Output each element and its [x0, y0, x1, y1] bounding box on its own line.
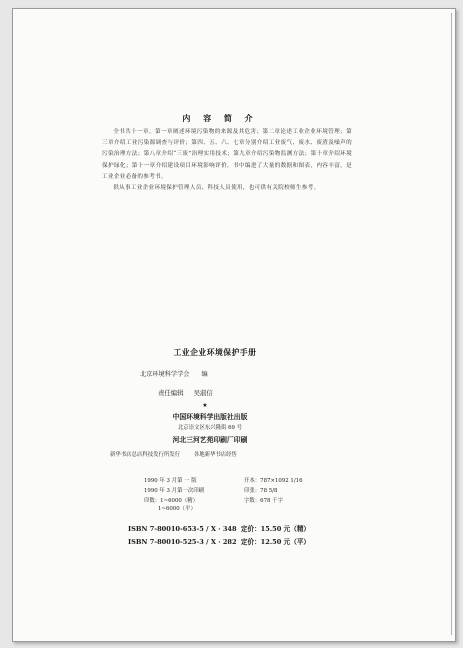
spec-row — [144, 476, 334, 486]
isbn-code: ISBN 7-80010-653-5 / X · 348 — [128, 525, 237, 533]
publisher-address: 北京崇文区东兴隆街 69 号 — [177, 425, 243, 431]
isbn-price: 定价：15.50 元（精） — [240, 525, 311, 533]
abstract-heading: 内 容 简 介 — [182, 113, 258, 123]
responsible-editor-label: 责任编辑 — [158, 389, 184, 397]
spec-row — [144, 496, 334, 514]
publication-specs — [144, 476, 334, 514]
editor-line — [140, 369, 300, 378]
edition-info: 1990 年 3 月第 一 版 — [144, 478, 197, 484]
abstract-text — [102, 127, 352, 194]
responsible-editor-line — [158, 388, 298, 397]
format-info: 开本：787×1092 1/16 — [244, 478, 303, 484]
responsible-editor-name: 吴淑信 — [193, 389, 213, 397]
print-run-hardcover: 印数：1~6000（精） — [144, 498, 199, 504]
isbn-code: ISBN 7-80010-525-3 / X · 282 — [128, 538, 237, 546]
isbn-row — [128, 523, 348, 536]
spec-row — [144, 486, 334, 496]
word-count: 字数：678 千字 — [244, 498, 283, 504]
retailer: 各地新华书店经售 — [193, 452, 237, 458]
abstract-paragraph: 全书共十一章。第一章阐述环境污染物的来源及其危害；第二章论述工业企业环境管理；第三章介绍工业污染源调查与评价；第四、五、六、七章分别介绍工业废气、废水、废渣及噪声的污染治理方法；第八章介绍“三废”治理实用技术；第九章介绍污染物监测方法；第十章介绍环境保护绿化；第十一章介绍建设项目环境影响评价。书中编进了大量的数据和图表，内容丰富，是工业企业必备的参考书。 — [102, 129, 352, 180]
star-icon: ★ — [202, 402, 208, 409]
publisher: 中国环境科学出版社出版 — [172, 413, 248, 421]
isbn-row — [128, 536, 348, 549]
isbn-block — [128, 523, 348, 549]
print-run-paperback: 1~6000（平） — [158, 506, 196, 512]
page-edge-divider — [451, 13, 452, 635]
sheets-info: 印张：78 5/8 — [244, 488, 278, 494]
printing-info: 1990 年 3 月第一次印刷 — [144, 488, 205, 494]
editor-role: 编 — [201, 371, 208, 378]
printer: 河北三河艺苑印刷厂印刷 — [172, 436, 248, 444]
book-title: 工业企业环境保护手册 — [173, 348, 257, 357]
isbn-price: 定价：12.50 元（平） — [240, 538, 311, 546]
abstract-paragraph: 供从事工业企业环境保护管理人员、科技人员使用，也可供有关院校师生参考。 — [113, 185, 320, 192]
editor-organization: 北京环境科学学会 — [140, 371, 190, 378]
distributor: 新华书店总店科技发行所发行 — [110, 452, 181, 458]
distribution-line — [110, 450, 310, 458]
